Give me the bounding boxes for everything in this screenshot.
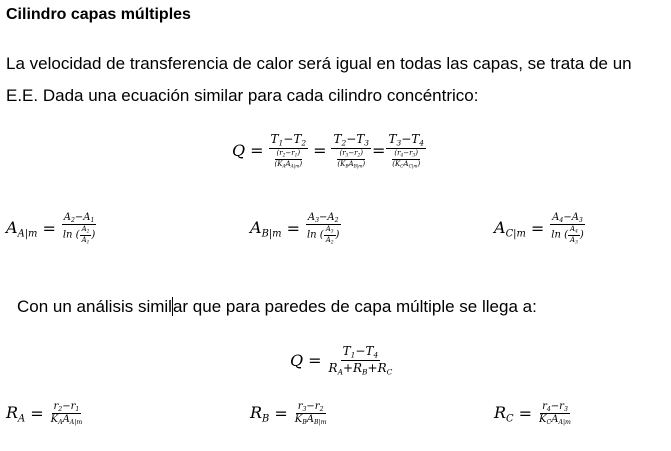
intro-paragraph-line-2: E.E. Dada una ecuación similar para cada cilindro concéntrico:: [6, 86, 479, 105]
intro-paragraph-line-1: La velocidad de transferencia de calor será igual en todas las capas, se trata de un: [6, 54, 632, 73]
conclusion-text-part-2: ar que para paredes de capa múltiple se llega a:: [172, 297, 537, 316]
layer-c-fraction: $\frac{T_3-T_4}{\frac{(r_4-r_3)}{(K_CA_{C|m})}}$: [388, 132, 424, 170]
log-mean-area-b: $A_{B|m}$ = $A_3-A_2$ ln ( $\frac{A_3}{A_2}$ ): [250, 212, 340, 246]
total-heat-rate-equation: Q = $\frac{T_1-T_4}{R_A+R_B+R_C}$: [290, 344, 393, 377]
resistance-c: $R_C$ = $\frac{r_4-r_3}{K_CA_{A|m}}$: [494, 401, 571, 427]
conclusion-text-part-1: Con un análisis simil: [17, 297, 172, 316]
layer-b-fraction: $\frac{T_2-T_3}{\frac{(r_3-r_2)}{(K_BA_{B|m})}}$: [333, 132, 370, 170]
resistance-a: $R_A$ = $\frac{r_2-r_1}{K_AA_{A|m}}$: [6, 401, 83, 427]
layer-a-fraction: $\frac{T_1-T_2}{\frac{(r_2-r_1)}{(K_AA_{A|m})}}$: [270, 132, 307, 170]
log-mean-area-c: $A_{C|m}$ = $A_4-A_3$ ln ( $\frac{A_4}{A_3}$ ): [494, 212, 584, 246]
conclusion-text: [17, 297, 537, 317]
log-mean-area-a: $A_{A|m}$ = $A_2-A_1$ ln ( $\frac{A_2}{A_1}$ ): [6, 212, 96, 246]
resistance-b: $R_B$ = $\frac{r_3-r_2}{K_BA_{B|m}}$: [250, 401, 327, 427]
section-heading: Cilindro capas múltiples: [6, 6, 191, 23]
heat-rate-equation: Q = $\frac{T_1-T_2}{\frac{(r_2-r_1)}{(K_AA_{A|m})}}$ = $\frac{T_2-T_3}{\frac{(r_3-r_2)}{(K_BA_{B|m})}}$ = $\frac{T_3-T_4}{\frac{(r_4-r_3)}{(K_CA_{C|m})}}$: [232, 132, 424, 170]
